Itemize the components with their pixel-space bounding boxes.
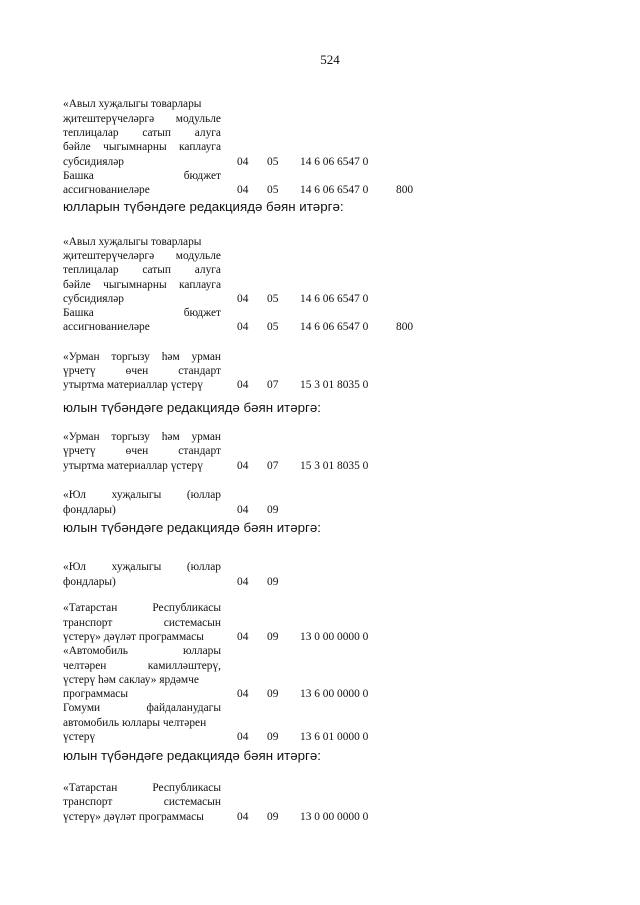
instruction-note: юлларын түбәндәге редакциядә бәян итәргә: <box>63 199 344 214</box>
row-description: «Авыл хуҗалыгы товарлары <box>63 236 202 248</box>
target-item-code: 15 3 01 8035 0 <box>300 379 369 391</box>
section-code: 04 <box>237 184 249 196</box>
row-description: утыртма материаллар үстерү <box>63 460 203 472</box>
target-item-code: 15 3 01 8035 0 <box>300 460 369 472</box>
row-description: транспорт системасын <box>63 796 221 808</box>
row-description: үрчетү өчен стандарт <box>63 365 221 377</box>
section-code: 04 <box>237 731 249 743</box>
section-code: 04 <box>237 811 249 823</box>
row-description: «Юл хуҗалыгы (юллар <box>63 489 221 501</box>
target-item-code: 13 0 00 0000 0 <box>300 811 369 823</box>
row-description: программасы <box>63 688 129 700</box>
page-number: 524 <box>320 52 340 67</box>
target-item-code: 13 0 00 0000 0 <box>300 631 369 643</box>
row-description: челтәрен камилләштерү, <box>63 660 221 672</box>
subsection-code: 09 <box>267 688 279 700</box>
instruction-note: юлын түбәндәге редакциядә бәян итәргә: <box>63 400 321 415</box>
expense-type-code: 800 <box>396 184 414 196</box>
section-code: 04 <box>237 321 249 333</box>
subsection-code: 07 <box>267 379 279 391</box>
row-description: «Авыл хуҗалыгы товарлары <box>63 98 202 110</box>
row-description: теплицалар сатып алуга <box>63 127 221 139</box>
row-description: «Урман торгызу һәм урман <box>63 431 221 443</box>
row-description: үстерү <box>63 731 96 743</box>
target-item-code: 14 6 06 6547 0 <box>300 184 369 196</box>
subsection-code: 07 <box>267 460 279 472</box>
row-description: «Урман торгызу һәм урман <box>63 351 221 363</box>
section-code: 04 <box>237 631 249 643</box>
row-description: «Татарстан Республикасы <box>63 782 221 794</box>
row-description: үрчетү өчен стандарт <box>63 445 221 457</box>
row-description: үстерү» дәүләт программасы <box>63 631 204 643</box>
subsection-code: 09 <box>267 631 279 643</box>
subsection-code: 09 <box>267 576 279 588</box>
row-description: фондлары) <box>63 576 116 588</box>
row-description: «Автомобиль юллары <box>63 645 221 657</box>
subsection-code: 05 <box>267 293 279 305</box>
section-code: 04 <box>237 504 249 516</box>
subsection-code: 09 <box>267 731 279 743</box>
row-description: җитештерүчеләргә модульле <box>63 113 221 125</box>
row-description: җитештерүчеләргә модульле <box>63 250 221 262</box>
row-description: Башка бюджет <box>63 307 221 319</box>
row-description: фондлары) <box>63 504 116 516</box>
row-description: «Юл хуҗалыгы (юллар <box>63 561 221 573</box>
row-description: бәйле чыгымнарны каплауга <box>63 141 221 153</box>
target-item-code: 14 6 06 6547 0 <box>300 321 369 333</box>
row-description: үстерү» дәүләт программасы <box>63 811 204 823</box>
subsection-code: 09 <box>267 504 279 516</box>
row-description: субсидияләр <box>63 293 124 305</box>
row-description: бәйле чыгымнарны каплауга <box>63 279 221 291</box>
row-description: теплицалар сатып алуга <box>63 264 221 276</box>
instruction-note: юлын түбәндәге редакциядә бәян итәргә: <box>63 748 321 763</box>
row-description: ассигнованиеләре <box>63 321 150 333</box>
section-code: 04 <box>237 576 249 588</box>
subsection-code: 09 <box>267 811 279 823</box>
target-item-code: 13 6 00 0000 0 <box>300 688 369 700</box>
section-code: 04 <box>237 460 249 472</box>
section-code: 04 <box>237 379 249 391</box>
subsection-code: 05 <box>267 184 279 196</box>
expense-type-code: 800 <box>396 321 414 333</box>
row-description: утыртма материаллар үстерү <box>63 379 203 391</box>
row-description: транспорт системасын <box>63 617 221 629</box>
target-item-code: 13 6 01 0000 0 <box>300 731 369 743</box>
subsection-code: 05 <box>267 321 279 333</box>
row-description: «Татарстан Республикасы <box>63 602 221 614</box>
row-description: Гомуми файдаланудагы <box>63 702 221 714</box>
section-code: 04 <box>237 688 249 700</box>
section-code: 04 <box>237 293 249 305</box>
subsection-code: 05 <box>267 156 279 168</box>
row-description: Башка бюджет <box>63 170 221 182</box>
instruction-note: юлын түбәндәге редакциядә бәян итәргә: <box>63 520 321 535</box>
row-description: автомобиль юллары челтәрен <box>63 717 207 729</box>
section-code: 04 <box>237 156 249 168</box>
target-item-code: 14 6 06 6547 0 <box>300 156 369 168</box>
target-item-code: 14 6 06 6547 0 <box>300 293 369 305</box>
row-description: үстерү һәм саклау» ярдәмче <box>63 674 199 686</box>
row-description: ассигнованиеләре <box>63 184 150 196</box>
row-description: субсидияләр <box>63 156 124 168</box>
